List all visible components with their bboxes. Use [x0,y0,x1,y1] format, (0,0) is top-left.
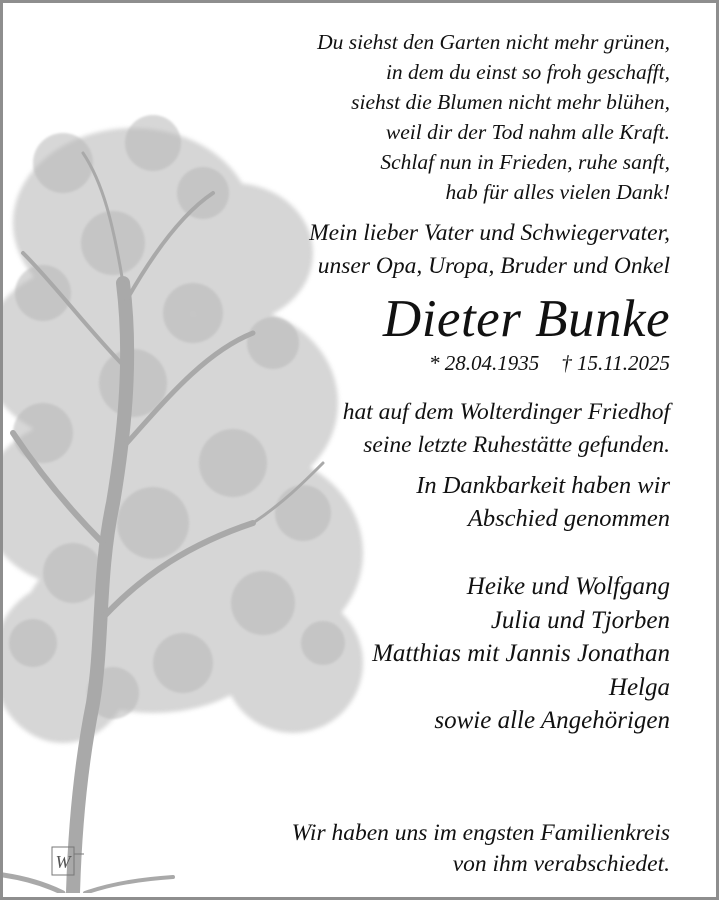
resting-place-line: hat auf dem Wolterdinger Friedhof [342,399,670,425]
death-date: † 15.11.2025 [561,351,670,375]
intro-line: Mein lieber Vater und Schwiegervater, [309,220,670,246]
publisher-logo-icon [51,846,85,876]
deceased-name: Dieter Bunke [382,290,670,348]
poem [317,27,670,207]
poem-line: hab für alles vielen Dank! [445,180,670,204]
gratitude-text [416,469,670,535]
mourner-entry: Julia und Tjorben [490,606,670,634]
closing-line: von ihm verabschiedet. [452,851,670,877]
poem-line: Du siehst den Garten nicht mehr grünen, [317,30,670,54]
poem-line: in dem du einst so froh geschafft, [385,60,670,84]
closing-note [292,818,670,880]
intro-line: unser Opa, Uropa, Bruder und Onkel [317,253,670,279]
birth-date: * 28.04.1935 [429,351,540,375]
life-dates [429,350,670,376]
gratitude-line: In Dankbarkeit haben wir [416,472,670,499]
resting-place [343,396,670,462]
resting-place-line: seine letzte Ruhestätte gefunden. [363,432,670,458]
svg-text:W: W [55,852,71,872]
mourner-entry: sowie alle Angehörigen [434,707,670,734]
gratitude-line: Abschied genommen [467,505,670,532]
mourner-entry: Helga [608,673,670,701]
poem-line: Schlaf nun in Frieden, ruhe sanft, [380,150,670,174]
relationship-intro [309,217,670,283]
poem-line: siehst die Blumen nicht mehr blühen, [351,90,670,114]
mourner-entry: Heike und Wolfgang [466,573,670,600]
mourners-list [372,570,670,738]
mourner-entry: Matthias mit Jannis Jonathan [372,640,670,667]
closing-line: Wir haben uns im engsten Familienkreis [291,820,670,846]
poem-line: weil dir der Tod nahm alle Kraft. [385,120,670,144]
